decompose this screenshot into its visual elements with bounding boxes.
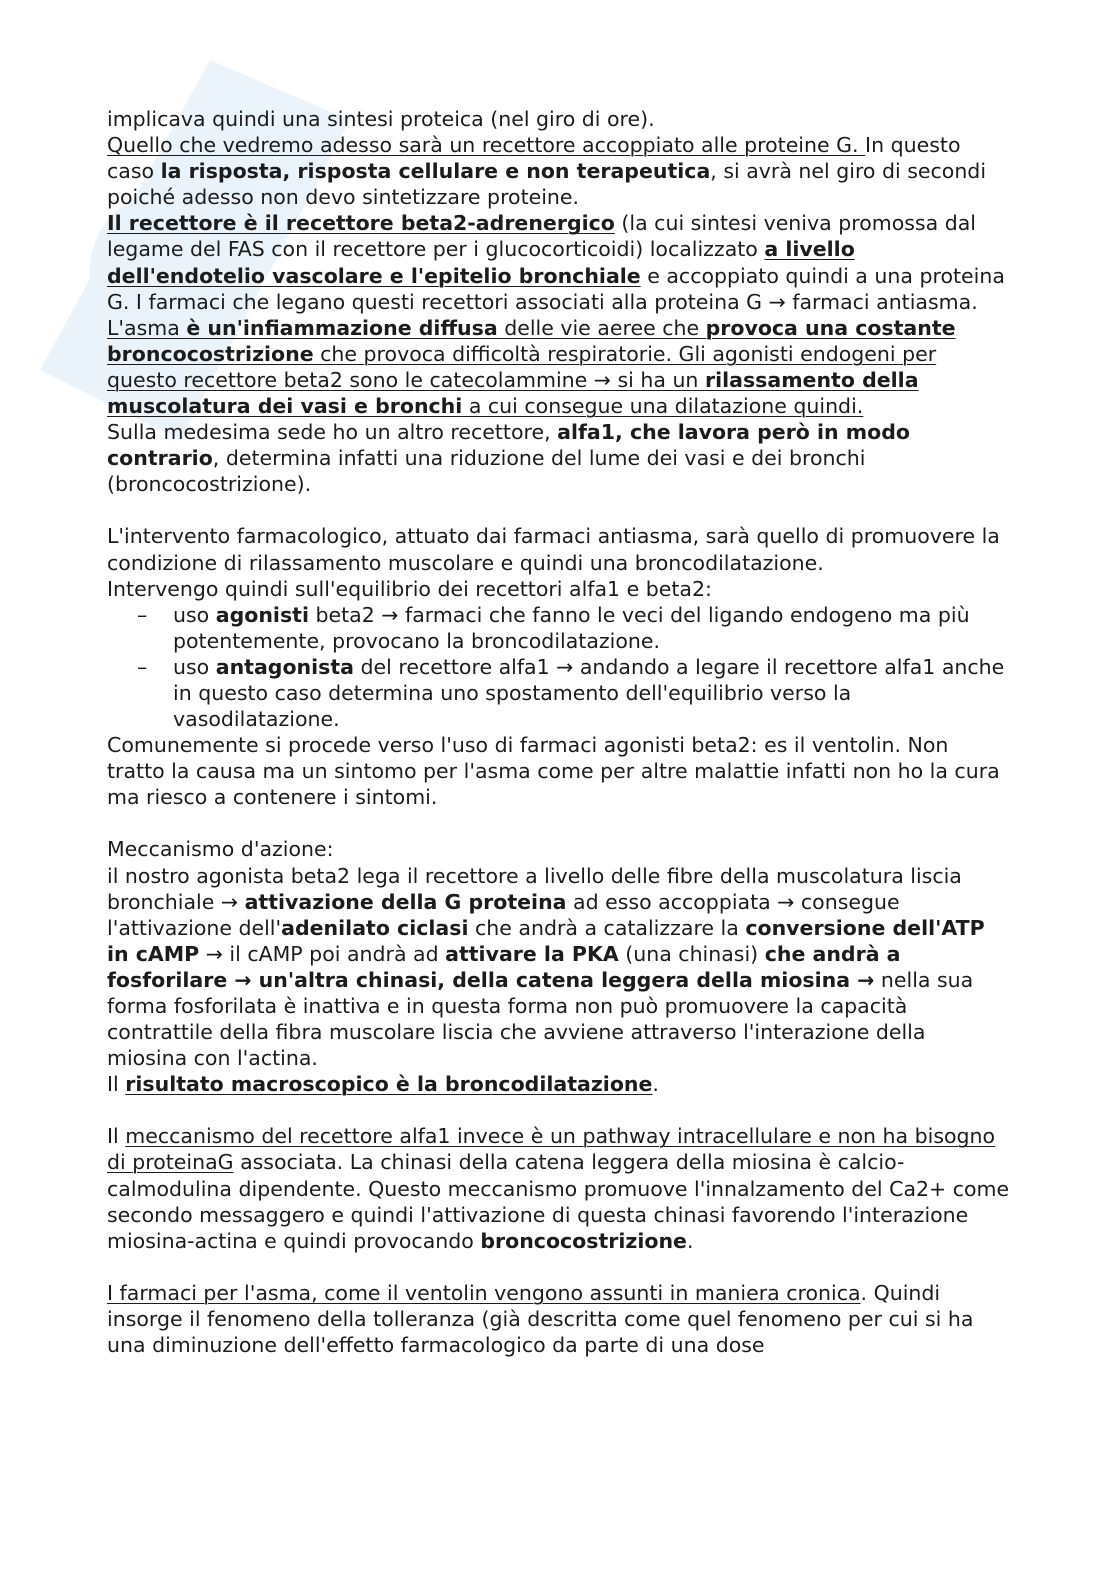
- list-item: [137, 602, 1012, 654]
- text-run: uso: [173, 654, 216, 679]
- bold-text: adenilato ciclasi: [281, 915, 469, 940]
- dash-bullet-icon: –: [137, 654, 148, 679]
- text-run: , determina infatti una riduzione del lume dei vasi e dei bronchi (broncocostrizione).: [107, 446, 866, 497]
- text-run: (la cui sintesi veniva promossa dal legame del FAS con il recettore per i glucocorticoidi) localizzato: [107, 211, 976, 262]
- bullet-list: [107, 602, 1012, 732]
- bold-text: antagonista: [215, 654, 355, 679]
- text-run: del recettore alfa1 → andando a legare il recettore alfa1 anche in questo caso determina uno spostamento dell'equilibrio verso la vasodilatazione.: [173, 654, 1005, 732]
- text-run: .: [652, 1072, 659, 1097]
- paragraph: [107, 1071, 1012, 1097]
- text-run: Meccanismo d'azione:: [107, 837, 334, 862]
- paragraph: [107, 863, 1012, 1072]
- underlined-text: delle vie aeree che: [497, 315, 706, 340]
- paragraph: [107, 732, 1012, 810]
- paragraph-spacer: [107, 810, 1012, 836]
- text-run: implicava quindi una sintesi proteica (nel giro di ore).: [107, 107, 655, 131]
- text-run: Il: [107, 1072, 126, 1097]
- paragraph: [107, 836, 1012, 862]
- paragraph: [107, 106, 1012, 132]
- paragraph: [107, 1280, 1012, 1358]
- bold-underlined-text: rilassamento della muscolatura dei vasi e bronchi: [107, 367, 919, 419]
- text-run: → il cAMP poi andrà ad: [199, 941, 446, 966]
- bold-text: che andrà a fosforilare → un'altra chinasi, della catena leggera della miosina →: [107, 941, 901, 992]
- text-run: associata. La chinasi della catena leggera della miosina è calcio-calmodulina dipendente. Questo meccanismo promuove l'innalzamento del Ca2+ come secondo messaggero e quindi l'attivazione di questa chinasi favorendo l'interazione miosina-actina e quindi provocando: [107, 1150, 1010, 1253]
- bold-underlined-text: provoca una costante broncocostrizione: [107, 315, 956, 366]
- bold-underlined-text: a livello dell'endotelio vascolare e l'epitelio bronchiale: [107, 237, 855, 288]
- bold-underlined-text: risultato macroscopico è la broncodilatazione: [125, 1072, 653, 1097]
- text-run: beta2 → farmaci che fanno le veci del ligando endogeno ma più potentemente, provocano la broncodilatazione.: [173, 602, 970, 653]
- text-run: Il: [107, 1124, 126, 1149]
- text-run: . Quindi insorge il fenomeno della tolleranza (già descritta come quel fenomeno per cui si ha una diminuzione dell'effetto farmacologico da parte di una dose: [107, 1280, 974, 1358]
- paragraph: [107, 419, 1012, 497]
- bold-text: la risposta, risposta cellulare e non terapeutica: [160, 159, 711, 184]
- text-run: e accoppiato quindi a una proteina G. I farmaci che legano questi recettori associati alla proteina G → farmaci antiasma.: [107, 263, 1005, 314]
- underlined-text: meccanismo del recettore alfa1 invece è un pathway intracellulare e non ha bisogno di proteinaG: [107, 1124, 996, 1175]
- bold-text: agonisti: [215, 602, 309, 627]
- text-run: ad esso accoppiata → consegue l'attivazione dell': [107, 889, 900, 940]
- text-run: L'intervento farmacologico, attuato dai farmaci antiasma, sarà quello di promuovere la condizione di rilassamento muscolare e quindi una broncodilatazione.: [107, 524, 1000, 575]
- paragraph: [107, 523, 1012, 575]
- bold-underlined-text: è un'infiammazione diffusa: [186, 315, 498, 340]
- bold-text: broncocostrizione: [480, 1228, 687, 1253]
- bold-text: conversione dell'ATP in cAMP: [107, 915, 985, 966]
- text-run: uso: [173, 602, 216, 627]
- bold-text: alfa1, che lavora però in modo contrario: [107, 420, 910, 471]
- bold-underlined-text: Il recettore è il recettore beta2-adrenergico: [107, 211, 615, 236]
- text-run: (una chinasi): [618, 941, 765, 966]
- text-run: nella sua forma fosforilata è inattiva e in questa forma non può promuovere la capacità contrattile della fibra muscolare liscia che avviene attraverso l'interazione della miosina con l'actina.: [107, 967, 974, 1071]
- list-item: [137, 654, 1012, 732]
- paragraph-spacer: [107, 1097, 1012, 1123]
- paragraph: [107, 210, 1012, 419]
- paragraph: [107, 576, 1012, 602]
- document-body: [107, 106, 1012, 1358]
- text-run: Comunemente si procede verso l'uso di farmaci agonisti beta2: es il ventolin. Non tratto la causa ma un sintomo per l'asma come per altre malattie infatti non ho la cura ma riesco a contenere i sintomi.: [107, 733, 1000, 810]
- text-run: In questo caso: [107, 133, 961, 184]
- text-run: il nostro agonista beta2 lega il recettore a livello delle fibre della muscolatura liscia bronchiale →: [107, 863, 962, 914]
- dash-bullet-icon: –: [137, 602, 148, 627]
- text-run: , si avrà nel giro di secondi poiché adesso non devo sintetizzare proteine.: [107, 159, 987, 210]
- paragraph-spacer: [107, 1254, 1012, 1280]
- underlined-text: Quello che vedremo adesso sarà un recettore accoppiato alle proteine G.: [107, 133, 866, 158]
- text-run: Sulla medesima sede ho un altro recettore,: [107, 420, 558, 445]
- paragraph: [107, 132, 1012, 210]
- paragraph: [107, 1123, 1012, 1253]
- underlined-text: L'asma: [107, 315, 187, 340]
- underlined-text: a cui consegue una dilatazione quindi.: [462, 394, 864, 419]
- underlined-text: che provoca difficoltà respiratorie. Gli agonisti endogeni per questo recettore beta2 sono le catecolammine → si ha un: [107, 341, 937, 392]
- bold-text: attivazione della G proteina: [244, 889, 567, 914]
- underlined-text: I farmaci per l'asma, come il ventolin vengono assunti in maniera cronica: [107, 1280, 861, 1305]
- text-run: che andrà a catalizzare la: [468, 915, 746, 940]
- text-run: .: [686, 1228, 694, 1253]
- bold-text: attivare la PKA: [445, 941, 619, 966]
- paragraph-spacer: [107, 497, 1012, 523]
- text-run: Intervengo quindi sull'equilibrio dei recettori alfa1 e beta2:: [107, 576, 712, 601]
